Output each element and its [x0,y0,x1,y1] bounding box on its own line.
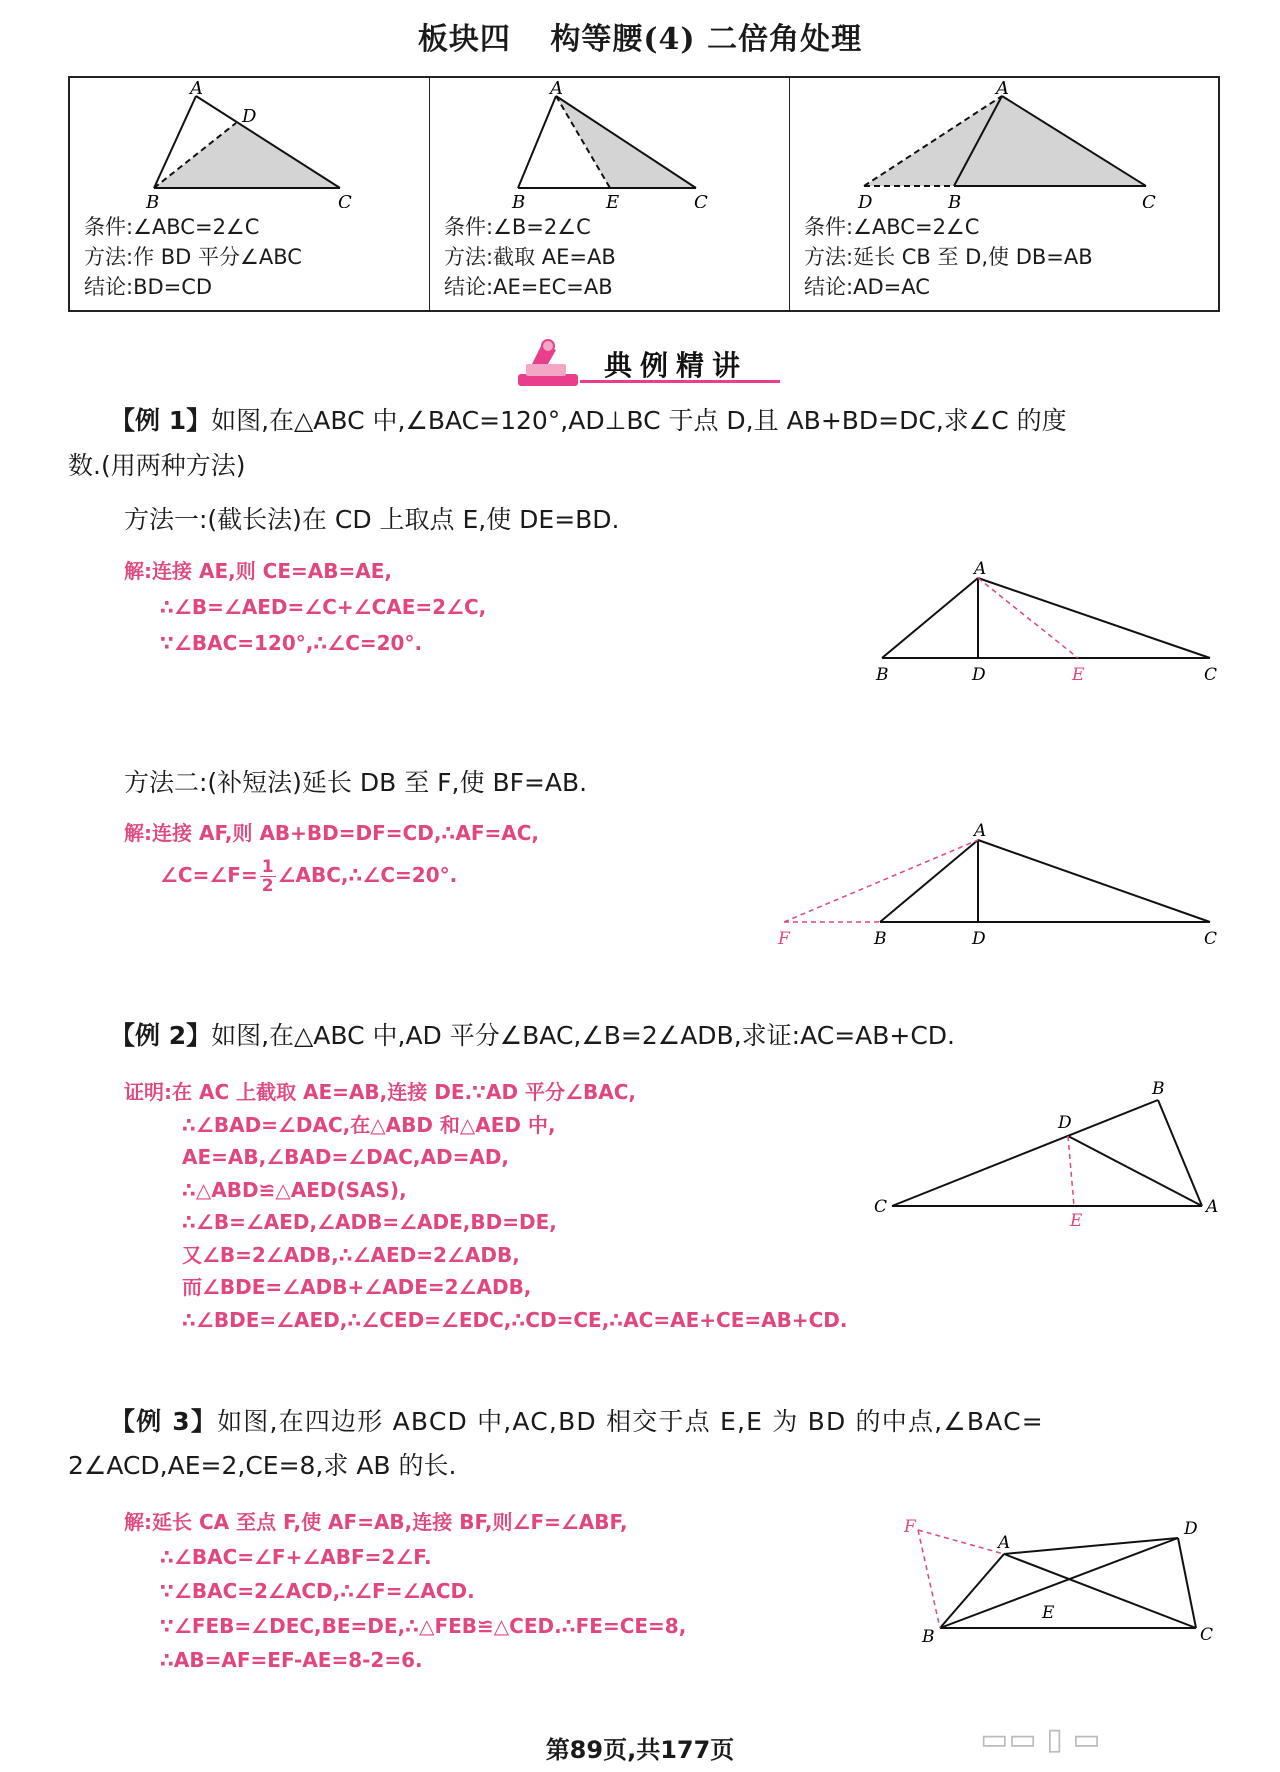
fraction-denominator: 2 [261,876,274,896]
table-cell-2 [430,78,790,310]
example-3-line2: 2∠ACD,AE=2,CE=8,求 AB 的长. [68,1451,457,1480]
solution-line: ∴∠B=∠AED=∠C+∠CAE=2∠C, [160,595,487,619]
example-3-statement [110,1399,1044,1444]
example-2-tag: 【例 2】 [110,1021,212,1050]
proof-line: 又∠B=2∠ADB,∴∠AED=2∠ADB, [182,1242,520,1267]
label-b: B [146,192,160,208]
figure-table-3 [790,78,1218,208]
label-b: B [922,1627,935,1646]
label-c: C [1200,1625,1214,1645]
example-1-method-2: 方法二:(补短法)延长 DB 至 F,使 BF=AB. [124,768,588,797]
example-1-figure-2 [770,818,1230,948]
label-a: A [998,1533,1011,1553]
desk-lamp-icon [512,336,584,392]
proof-line: ∴△ABD≌△AED(SAS), [182,1177,407,1202]
conclusion-text: 结论:AE=EC=AB [444,275,613,299]
label-a: A [190,78,203,99]
solution-part: ∠ABC,∴∠C=20°. [277,863,458,887]
proof-line: AE=AB,∠BAD=∠DAC,AD=AD, [182,1145,510,1169]
solution-line: ∴AB=AF=EF-AE=8-2=6. [160,1648,423,1672]
label-d: D [972,929,986,948]
label-d: D [858,192,873,208]
figure-table-1 [70,78,430,208]
label-e: E [1070,1211,1083,1231]
solution-line: ∵∠FEB=∠DEC,BE=DE,∴△FEB≌△CED.∴FE=CE=8, [160,1613,687,1638]
label-d: D [972,665,986,685]
example-3-line1: 如图,在四边形 ABCD 中,AC,BD 相交于点 E,E 为 BD 的中点,∠BAC= [217,1407,1044,1436]
table-cell-3 [790,78,1218,310]
example-1-line2: 数.(用两种方法) [68,451,246,480]
example-1-method-1: 方法一:(截长法)在 CD 上取点 E,使 DE=BD. [124,505,620,534]
solution-line: 解:连接 AE,则 CE=AB=AE, [124,559,392,583]
solution-line: 解:连接 AF,则 AB+BD=DF=CD,∴AF=AC, [124,821,539,845]
solution-line: ∵∠BAC=2∠ACD,∴∠F=∠ACD. [160,1579,475,1603]
label-a: A [1206,1197,1219,1217]
example-1-statement [110,398,1220,443]
method-text: 方法:截取 AE=AB [444,245,616,269]
conclusion-text: 结论:BD=CD [84,275,213,299]
proof-line: ∴∠BAD=∠DAC,在△ABD 和△AED 中, [182,1112,556,1137]
solution-line: 解:延长 CA 至点 F,使 AF=AB,连接 BF,则∠F=∠ABF, [124,1510,628,1534]
label-e: E [606,192,620,208]
label-c: C [1204,665,1218,685]
solution-line: ∴∠BAC=∠F+∠ABF=2∠F. [160,1544,432,1569]
solution-line [124,857,539,895]
section-banner [500,336,790,392]
example-2-proof [124,1076,847,1336]
label-c: C [1204,929,1218,948]
table-cell-1 [70,78,430,310]
figure-table-2 [430,78,790,208]
condition-text: 条件:∠ABC=2∠C [84,215,260,239]
label-c: C [1142,192,1156,208]
label-b: B [876,665,889,685]
example-2-line1: 如图,在△ABC 中,AD 平分∠BAC,∠B=2∠ADB,求证:AC=AB+CD. [211,1021,955,1050]
example-1-solution-2 [124,815,539,895]
label-f: F [904,1517,916,1537]
label-d: D [242,106,257,127]
watermark: ▭▭ ▯ ▭ [980,1722,1101,1757]
example-1-line1: 如图,在△ABC 中,∠BAC=120°,AD⊥BC 于点 D,且 AB+BD=DC,求∠C 的度 [211,406,1067,435]
label-f: F [778,929,790,948]
condition-text: 条件:∠B=2∠C [444,215,591,239]
proof-line: 而∠BDE=∠ADB+∠ADE=2∠ADB, [182,1275,532,1299]
page-footer: 第89页,共177页 [545,1736,735,1764]
label-b: B [512,192,526,208]
label-e: E [1042,1603,1055,1623]
label-b: B [1152,1079,1165,1099]
label-a: A [550,78,563,99]
example-3-tag: 【例 3】 [110,1407,218,1436]
proof-line: 证明:在 AC 上截取 AE=AB,连接 DE.∵AD 平分∠BAC, [124,1080,636,1104]
proof-line: ∴∠B=∠AED,∠ADB=∠ADE,BD=DE, [182,1210,557,1234]
example-2-statement [110,1013,955,1058]
label-b: B [874,929,887,948]
label-a: A [996,78,1009,99]
example-2-figure [862,1072,1230,1232]
banner-title: 典例精讲 [604,349,749,382]
label-b: B [948,192,962,208]
condition-text: 条件:∠ABC=2∠C [804,215,980,239]
solution-line: ∵∠BAC=120°,∴∠C=20°. [160,631,423,655]
proof-line: ∴∠BDE=∠AED,∴∠CED=∠EDC,∴CD=CE,∴AC=AE+CE=AB+CD. [182,1307,848,1332]
example-3-solution [124,1505,686,1678]
method-text: 方法:延长 CB 至 D,使 DB=AB [804,245,1093,269]
example-1-figure-1 [870,556,1230,686]
label-d: D [1184,1519,1198,1539]
page-title [0,14,1280,58]
label-c: C [874,1197,888,1217]
label-a: A [974,559,987,579]
section-label: 板块四 [417,22,511,57]
section-topic: 构等腰(4) 二倍角处理 [550,22,863,57]
label-c: C [694,192,708,208]
label-e: E [1072,665,1085,685]
label-a: A [974,821,987,841]
conclusion-text: 结论:AD=AC [804,275,930,299]
fraction [260,858,276,895]
label-c: C [338,192,352,208]
method-text: 方法:作 BD 平分∠ABC [84,245,302,269]
example-3-figure [896,1506,1230,1646]
example-1-tag: 【例 1】 [110,406,212,435]
summary-table [68,76,1220,312]
example-1-solution-1 [124,553,486,661]
fraction-numerator: 1 [261,857,274,877]
label-d: D [1058,1113,1072,1133]
solution-part: ∠C=∠F= [160,863,258,887]
